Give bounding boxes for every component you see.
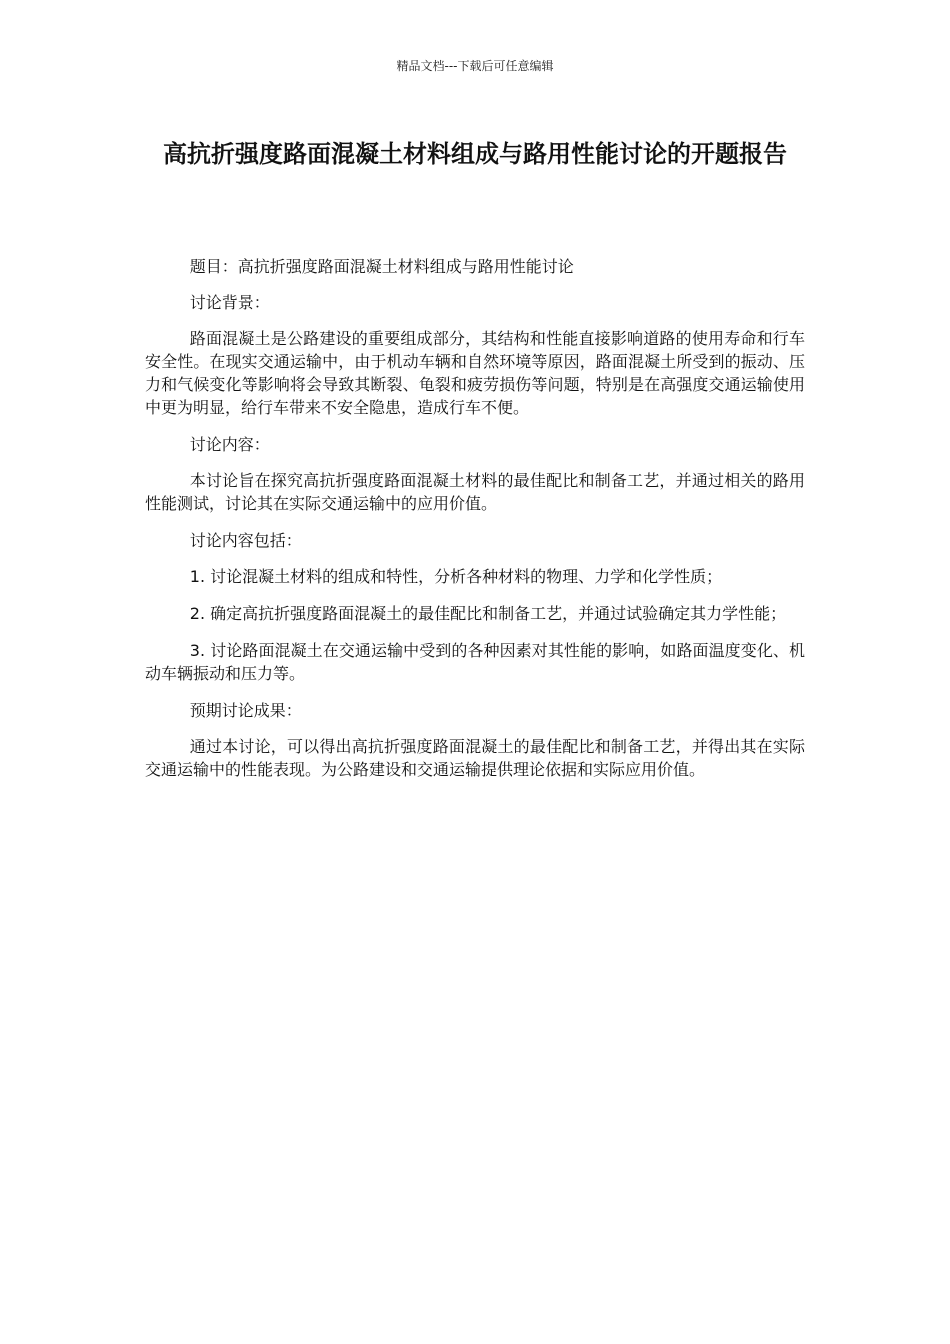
content-label: 讨论内容： [189, 435, 270, 454]
background-label: 讨论背景： [189, 293, 270, 312]
results-label: 预期讨论成果： [189, 701, 302, 720]
list-item: 3. 讨论路面混凝土在交通运输中受到的各种因素对其性能的影响，如路面温度变化、机动车辆振动和压力等。 [145, 641, 805, 683]
results-paragraph: 通过本讨论，可以得出高抗折强度路面混凝土的最佳配比和制备工艺，并得出其在实际交通运输中的性能表现。为公路建设和交通运输提供理论依据和实际应用价值。 [145, 737, 805, 779]
header-note: 精品文档---下载后可任意编辑 [396, 59, 554, 73]
background-paragraph: 路面混凝土是公路建设的重要组成部分，其结构和性能直接影响道路的使用寿命和行车安全性。在现实交通运输中，由于机动车辆和自然环境等原因，路面混凝土所受到的振动、压力和气候变化等影响将会导致其断裂、龟裂和疲劳损伤等问题，特别是在高强度交通运输使用中更为明显，给行车带来不安全隐患，造成行车不便。 [145, 329, 805, 417]
includes-label: 讨论内容包括： [189, 531, 302, 550]
topic-line: 题目：高抗折强度路面混凝土材料组成与路用性能讨论 [189, 257, 574, 276]
content-paragraph: 本讨论旨在探究高抗折强度路面混凝土材料的最佳配比和制备工艺，并通过相关的路用性能测试，讨论其在实际交通运输中的应用价值。 [145, 471, 805, 513]
document-body [145, 255, 805, 795]
list-item: 1. 讨论混凝土材料的组成和特性，分析各种材料的物理、力学和化学性质； [189, 567, 723, 586]
list-item: 2. 确定高抗折强度路面混凝土的最佳配比和制备工艺，并通过试验确定其力学性能； [189, 604, 787, 623]
document-title: 高抗折强度路面混凝土材料组成与路用性能讨论的开题报告 [163, 140, 787, 168]
